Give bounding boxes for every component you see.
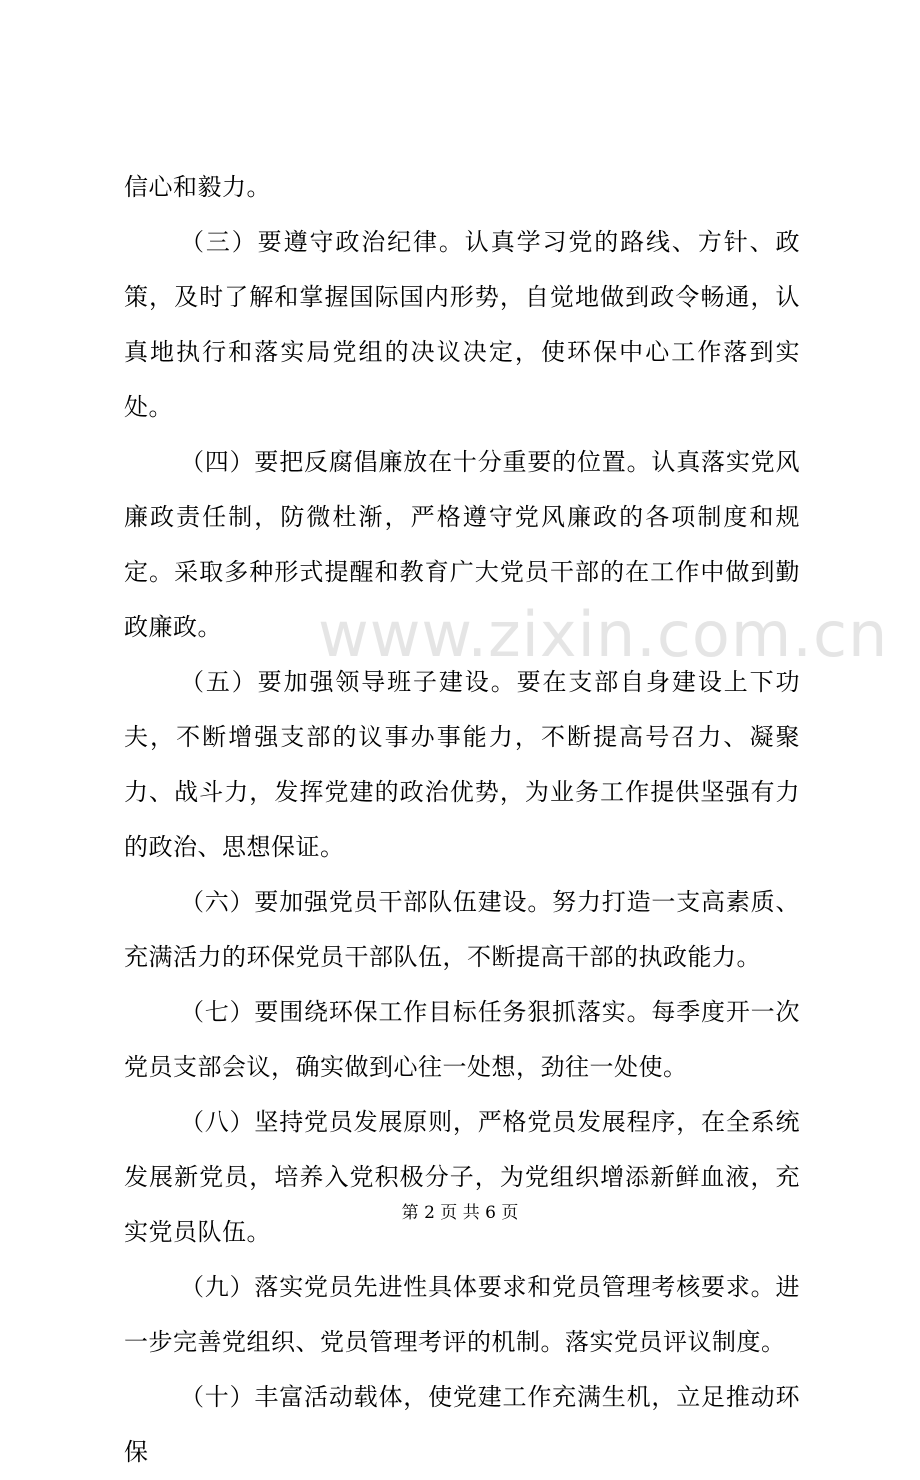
paragraph-item-7: （七）要围绕环保工作目标任务狠抓落实。每季度开一次党员支部会议，确实做到心往一处想，劲往一处使。	[124, 998, 800, 1081]
paragraph-continuation: 信心和毅力。	[124, 173, 271, 201]
paragraph-item-10: （十）丰富活动载体，使党建工作充满生机，立足推动环保	[124, 1383, 800, 1466]
page-number-footer: 第 2 页 共 6 页	[401, 1203, 519, 1223]
paragraph-item-9: （九）落实党员先进性具体要求和党员管理考核要求。进一步完善党组织、党员管理考评的机制。落实党员评议制度。	[124, 1273, 800, 1356]
paragraph-item-5: （五）要加强领导班子建设。要在支部自身建设上下功夫，不断增强支部的议事办事能力，不断提高号召力、凝聚力、战斗力，发挥党建的政治优势，为业务工作提供坚强有力的政治、思想保证。	[124, 668, 800, 861]
paragraph-item-4: （四）要把反腐倡廉放在十分重要的位置。认真落实党风廉政责任制，防微杜渐，严格遵守党风廉政的各项制度和规定。采取多种形式提醒和教育广大党员干部的在工作中做到勤政廉政。	[124, 448, 800, 641]
paragraph-item-3: （三）要遵守政治纪律。认真学习党的路线、方针、政策，及时了解和掌握国际国内形势，自觉地做到政令畅通，认真地执行和落实局党组的决议决定，使环保中心工作落到实处。	[124, 228, 800, 421]
paragraph-item-6: （六）要加强党员干部队伍建设。努力打造一支高素质、充满活力的环保党员干部队伍，不断提高干部的执政能力。	[124, 888, 800, 971]
body-text	[124, 160, 800, 1480]
watermark: www.zixin.com.cn	[318, 598, 889, 671]
paragraph-item-8: （八）坚持党员发展原则，严格党员发展程序，在全系统发展新党员，培养入党积极分子，为党组织增添新鲜血液，充实党员队伍。	[124, 1108, 800, 1246]
